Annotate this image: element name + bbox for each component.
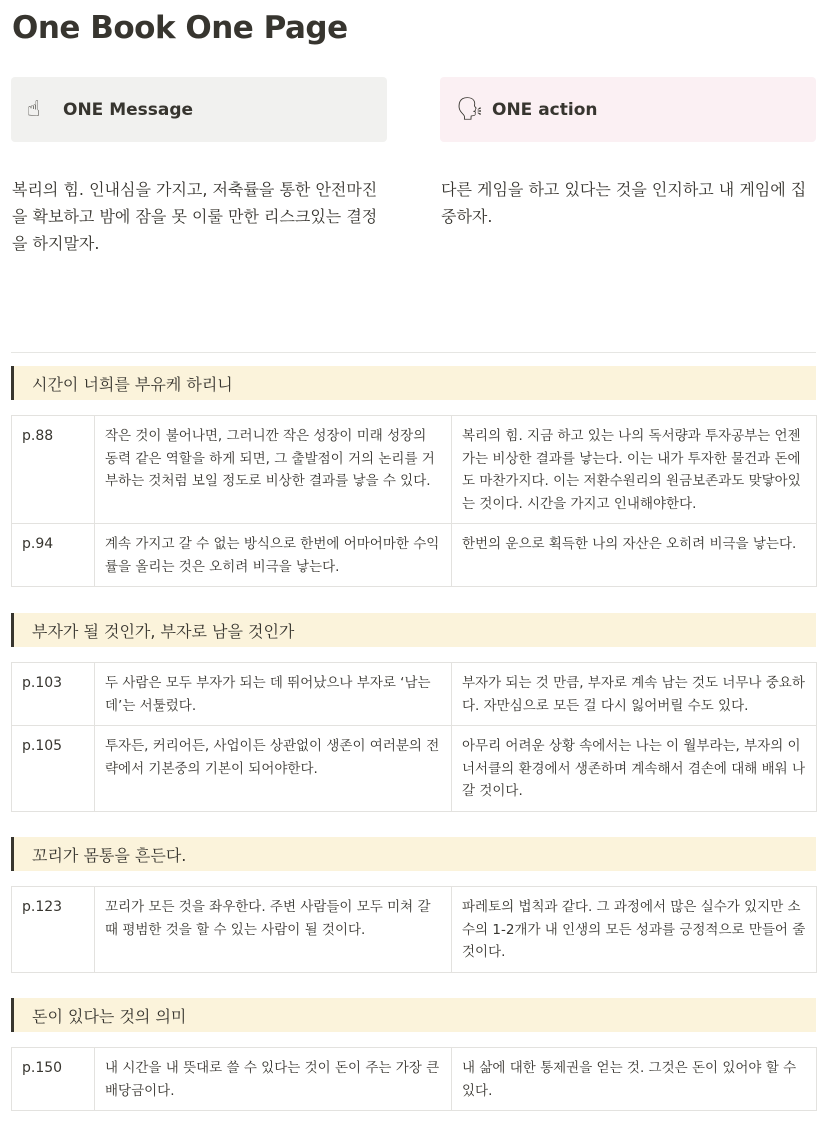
section-heading[interactable]: 꼬리가 몸통을 흔든다. [11, 837, 816, 871]
section-heading[interactable]: 돈이 있다는 것의 의미 [11, 998, 816, 1032]
quote-table [11, 1047, 817, 1111]
one-message-text[interactable]: 복리의 힘. 인내심을 가지고, 저축률을 통한 안전마진을 확보하고 밤에 잠을 못 이룰 만한 리스크있는 결정을 하지말자. [12, 180, 378, 253]
one-message-label: ONE Message [63, 99, 194, 120]
quote-cell[interactable]: 두 사람은 모두 부자가 되는 데 뛰어났으나 부자로 ‘남는 데’는 서툴렀다. [95, 663, 452, 726]
section-heading[interactable]: 시간이 너희를 부유케 하리니 [11, 366, 816, 400]
thought-cell[interactable]: 한번의 운으로 획득한 나의 자산은 오히려 비극을 낳는다. [452, 524, 817, 587]
table-row [12, 416, 817, 524]
thought-cell[interactable]: 파레토의 법칙과 같다. 그 과정에서 많은 실수가 있지만 소수의 1-2개가 내 인생의 모든 성과를 긍정적으로 만들어 줄 것이다. [452, 887, 817, 973]
quote-cell[interactable]: 작은 것이 불어나면, 그러니깐 작은 성장이 미래 성장의 동력 같은 역할을 하게 되면, 그 출발점이 거의 논리를 거부하는 것처럼 보일 정도로 비상한 결과를 낳을 수 있다. [95, 416, 452, 524]
thought-cell[interactable]: 아무리 어려운 상황 속에서는 나는 이 월부라는, 부자의 이너서클의 환경에서 생존하며 계속해서 겸손에 대해 배워 나갈 것이다. [452, 726, 817, 812]
page-number-cell[interactable]: p.105 [12, 726, 95, 812]
thought-cell[interactable]: 내 삶에 대한 통제권을 얻는 것. 그것은 돈이 있어야 할 수 있다. [452, 1048, 817, 1111]
page-number-cell[interactable]: p.103 [12, 663, 95, 726]
speaking-head-icon: 🗣 [456, 96, 484, 122]
one-message-callout [11, 77, 387, 142]
quote-cell[interactable]: 계속 가지고 갈 수 없는 방식으로 한번에 어마어마한 수익률을 올리는 것은 오히려 비극을 낳는다. [95, 524, 452, 587]
quote-table [11, 415, 817, 587]
pointing-up-hand-icon: ☝ [27, 96, 41, 122]
table-row [12, 726, 817, 812]
thought-cell[interactable]: 부자가 되는 것 만큼, 부자로 계속 남는 것도 너무나 중요하다. 자만심으로 모든 걸 다시 잃어버릴 수도 있다. [452, 663, 817, 726]
section-heading[interactable]: 부자가 될 것인가, 부자로 남을 것인가 [11, 613, 816, 647]
one-action-callout [440, 77, 816, 142]
table-row [12, 663, 817, 726]
quote-cell[interactable]: 내 시간을 내 뜻대로 쓸 수 있다는 것이 돈이 주는 가장 큰 배당금이다. [95, 1048, 452, 1111]
one-action-label: ONE action [492, 99, 598, 120]
quote-cell[interactable]: 투자든, 커리어든, 사업이든 상관없이 생존이 여러분의 전략에서 기본중의 기본이 되어야한다. [95, 726, 452, 812]
one-action-text[interactable]: 다른 게임을 하고 있다는 것을 인지하고 내 게임에 집중하자. [441, 180, 807, 226]
table-row [12, 887, 817, 973]
page-number-cell[interactable]: p.88 [12, 416, 95, 524]
table-row [12, 1048, 817, 1111]
page-title: One Book One Page [12, 10, 348, 46]
page-number-cell[interactable]: p.150 [12, 1048, 95, 1111]
quote-cell[interactable]: 꼬리가 모든 것을 좌우한다. 주변 사람들이 모두 미쳐 갈 때 평범한 것을 할 수 있는 사람이 될 것이다. [95, 887, 452, 973]
quote-table [11, 662, 817, 812]
thought-cell[interactable]: 복리의 힘. 지금 하고 있는 나의 독서량과 투자공부는 언젠가는 비상한 결과를 낳는다. 이는 내가 투자한 물건과 돈에도 마찬가지다. 이는 저환수원리의 원금보존과도 맞닿아있는 것이다. 시간을 가지고 인내해야한다. [452, 416, 817, 524]
page-number-cell[interactable]: p.94 [12, 524, 95, 587]
divider [11, 352, 816, 353]
table-row [12, 524, 817, 587]
page-number-cell[interactable]: p.123 [12, 887, 95, 973]
quote-table [11, 886, 817, 973]
